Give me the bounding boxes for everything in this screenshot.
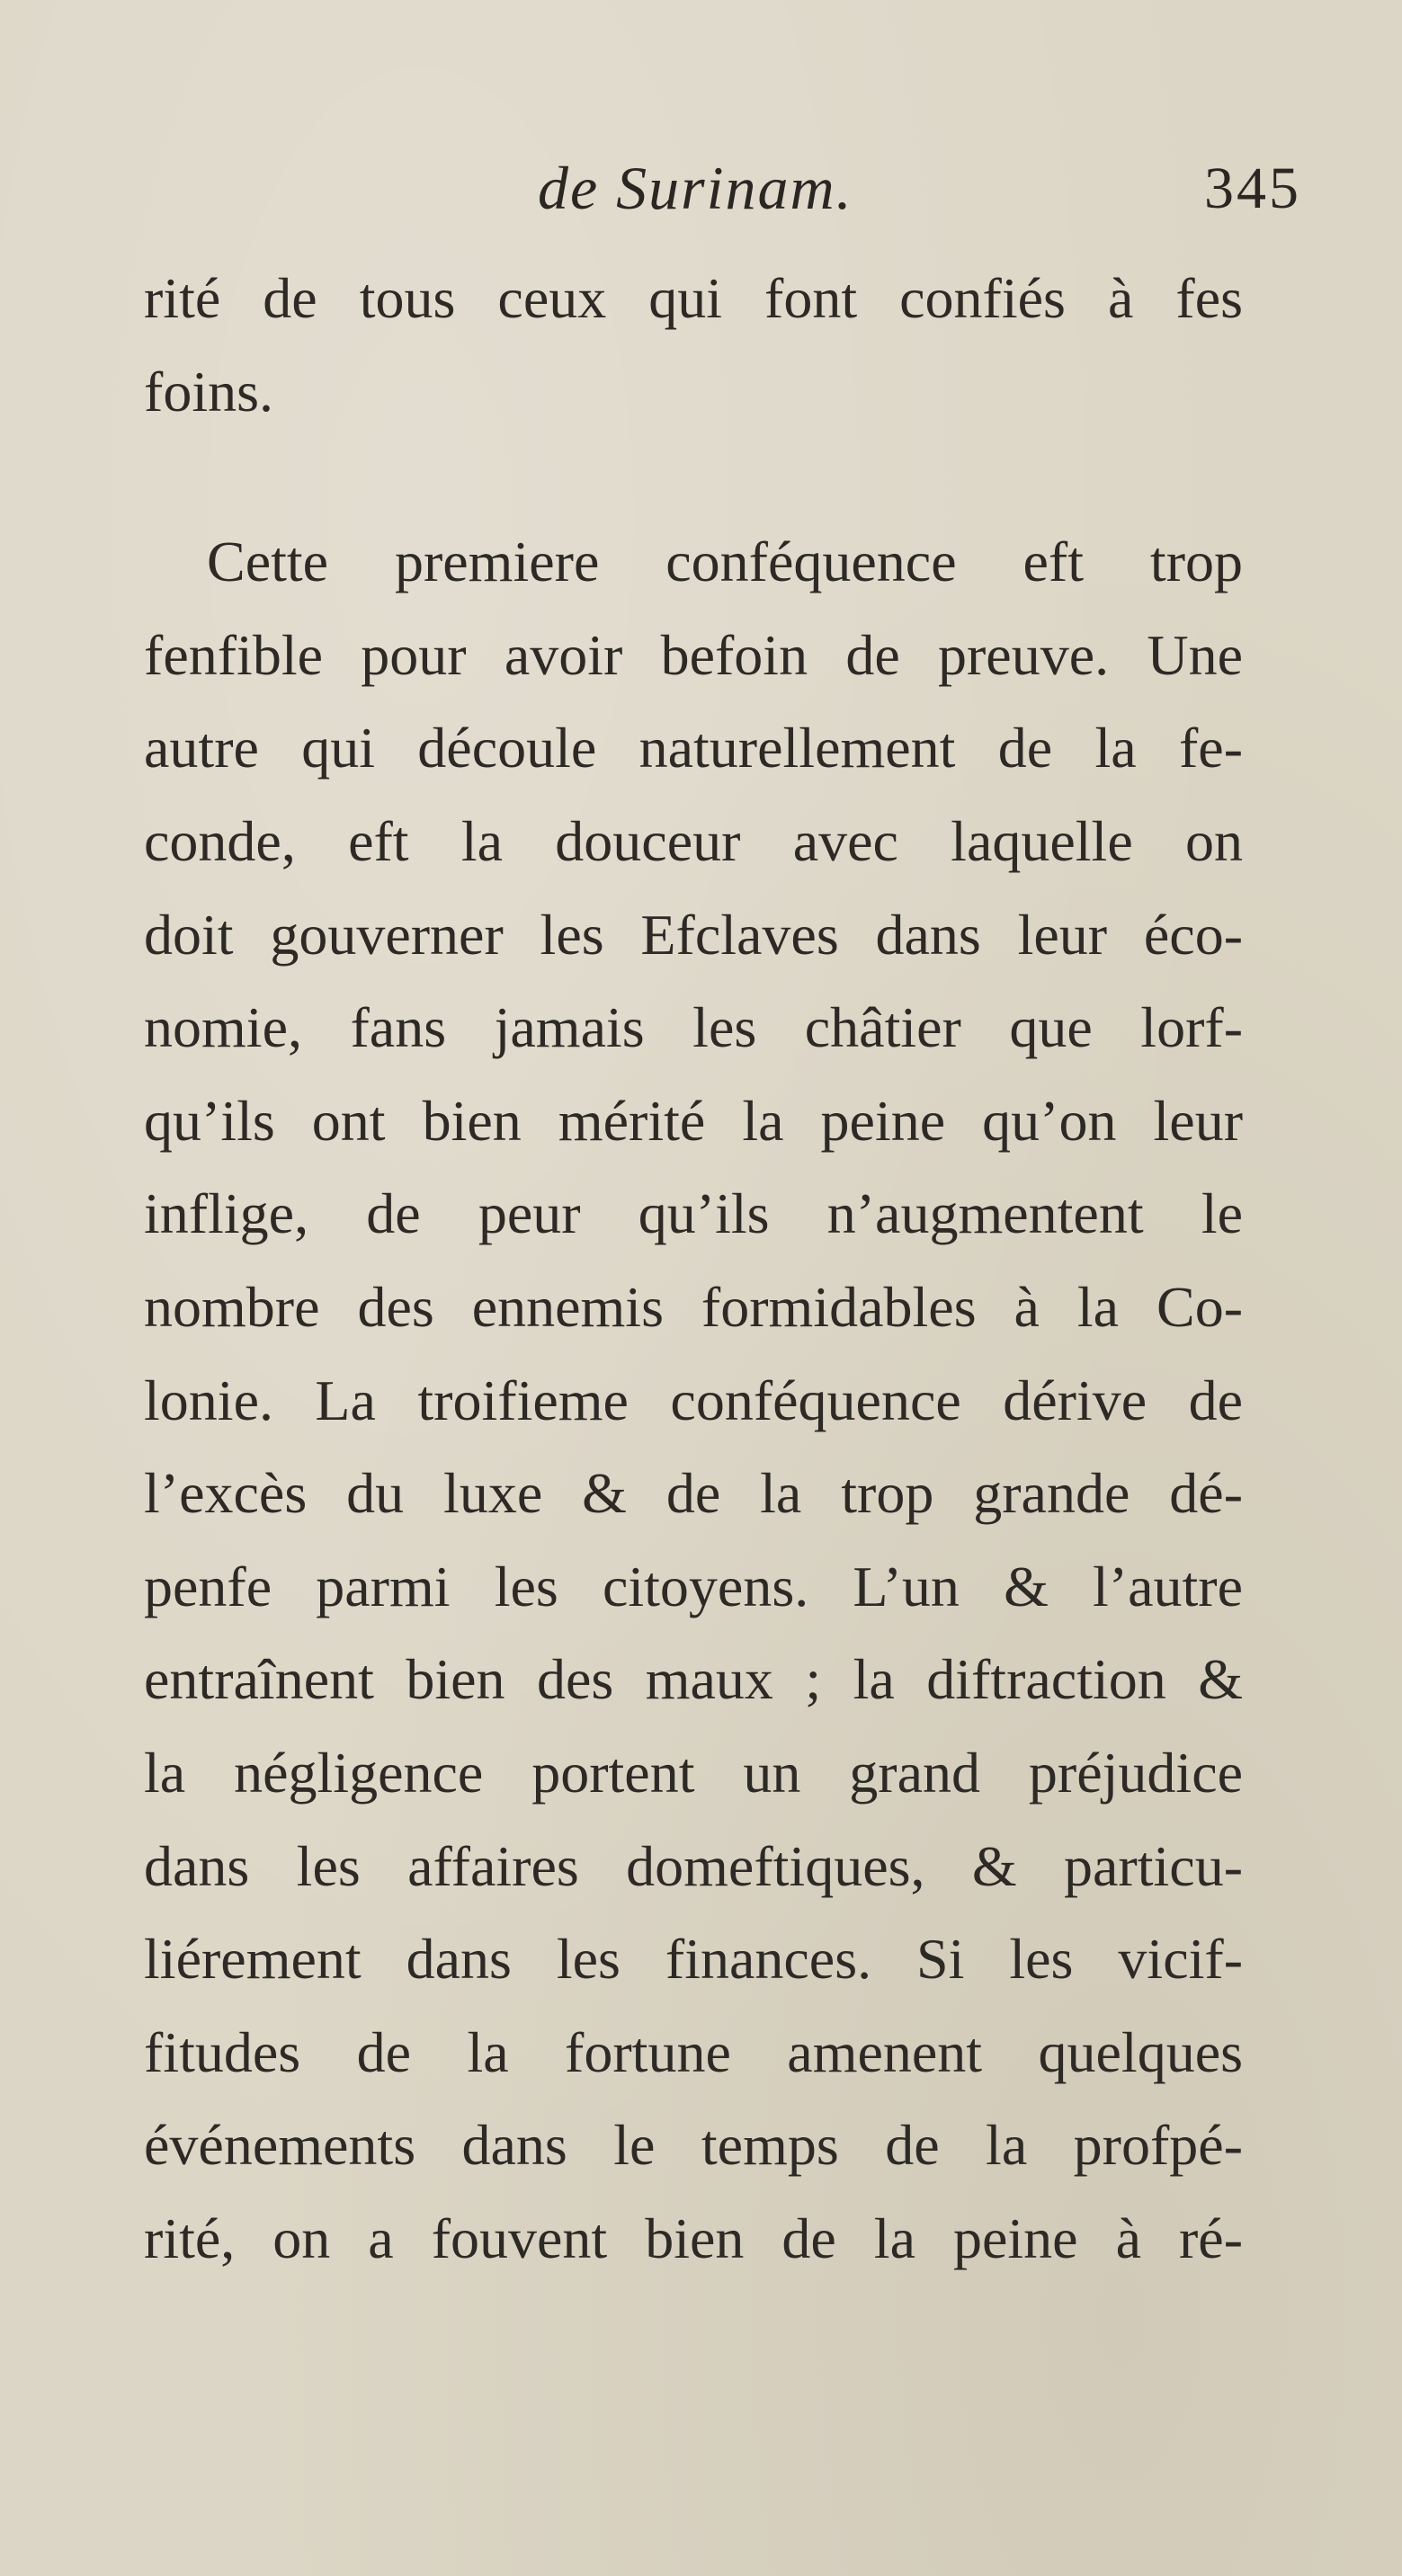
- running-title: de Surinam.: [538, 154, 853, 222]
- text-line: liérement dans les finances. Si les vicif-: [144, 1927, 1243, 1992]
- paragraph-gap: [144, 438, 1243, 515]
- text-line: autre qui découle naturellement de la fe-: [144, 716, 1243, 780]
- page-number: 345: [1204, 156, 1301, 221]
- text-line: la négligence portent un grand préjudice: [144, 1740, 1243, 1805]
- text-line: fenfible pour avoir befoin de preuve. Une: [144, 622, 1243, 687]
- text-line: inflige, de peur qu’ils n’augmentent le: [144, 1181, 1243, 1246]
- text-line: fitudes de la fortune amenent quelques: [144, 2019, 1243, 2084]
- text-line: nombre des ennemis formidables à la Co-: [144, 1274, 1243, 1339]
- text-line: l’excès du luxe & de la trop grande dé-: [144, 1461, 1243, 1526]
- text-line: lonie. La troifieme conféquence dérive de: [144, 1368, 1243, 1432]
- text-line: événements dans le temps de la profpé-: [144, 2113, 1243, 2178]
- text-line: qu’ils ont bien mérité la peine qu’on leur: [144, 1088, 1243, 1153]
- text-line: doit gouverner les Efclaves dans leur éco-: [144, 902, 1243, 967]
- text-line: conde, eft la douceur avec laquelle on: [144, 808, 1243, 873]
- text-line: nomie, fans jamais les châtier que lorf-: [144, 995, 1243, 1060]
- text-line: foins.: [144, 359, 273, 423]
- text-line: rité de tous ceux qui font confiés à fes: [144, 266, 1243, 330]
- text-line: entraînent bien des maux ; la diftraction &: [144, 1647, 1243, 1712]
- body-text: [144, 252, 1243, 2285]
- text-line: dans les affaires domeftiques, & particu-: [144, 1833, 1243, 1898]
- text-line: Cette premiere conféquence eft trop: [207, 530, 1243, 594]
- text-line: penfe parmi les citoyens. L’un & l’autre: [144, 1554, 1243, 1618]
- running-header: [0, 153, 1402, 234]
- text-line: rité, on a fouvent bien de la peine à ré-: [144, 2206, 1243, 2270]
